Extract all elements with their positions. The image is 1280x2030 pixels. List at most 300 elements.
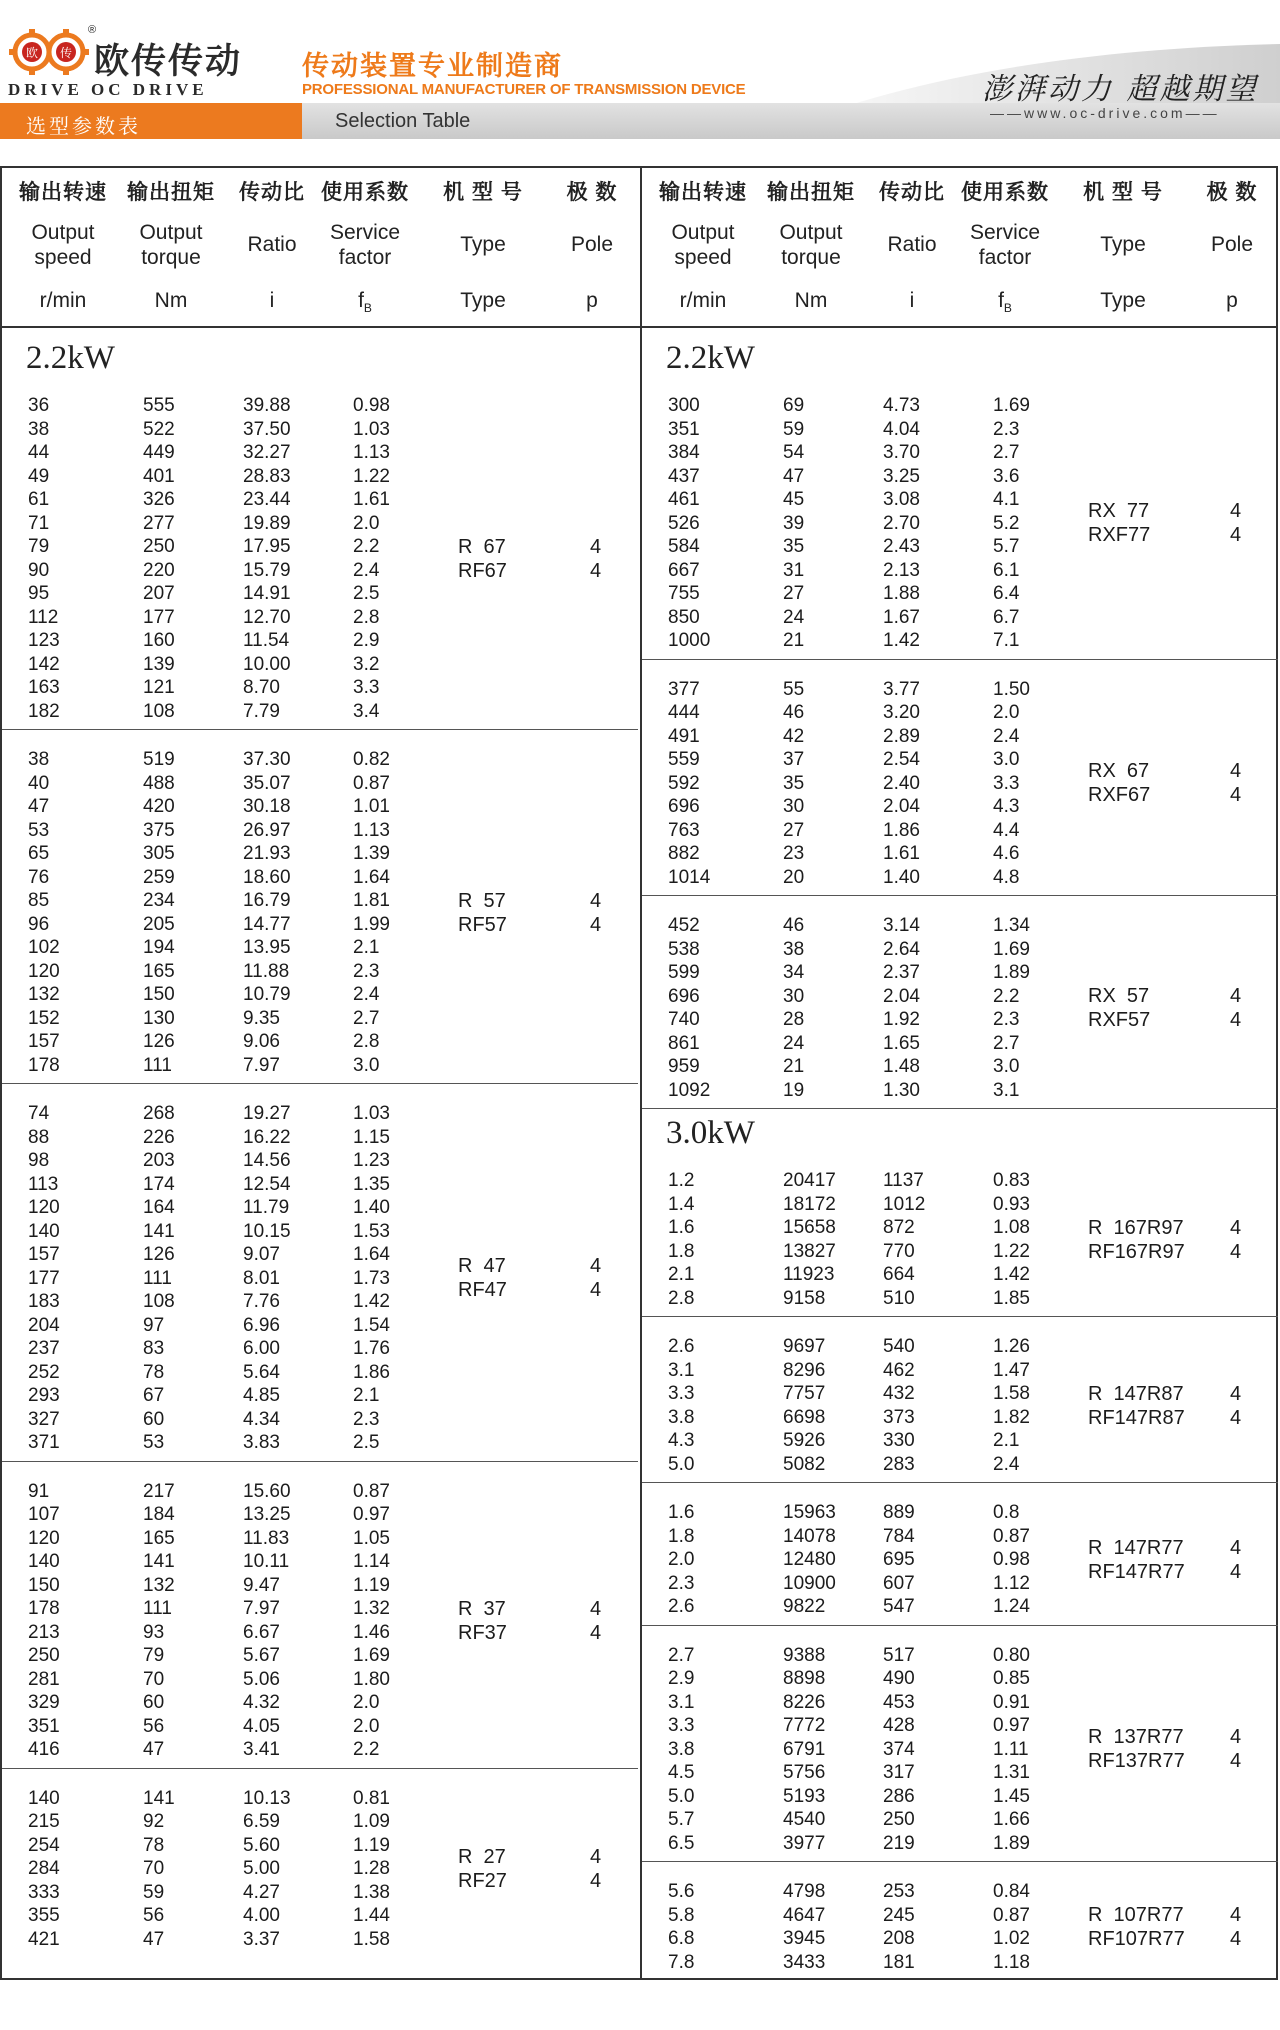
header-en-2: Ratio [247,233,297,256]
cell-value: 60 [143,1692,165,1713]
cell-value: 0.83 [993,1170,1030,1191]
cell-value: 1092 [668,1079,711,1101]
cell-value: 112 [28,606,59,628]
cell-value: 872 [883,1217,915,1238]
cell-value: 120 [28,960,60,982]
cell-value: 7.76 [243,1291,280,1312]
cell-value: 21 [783,1056,805,1077]
cell-value: 21.93 [243,843,291,864]
cell-value: 208 [883,1928,915,1949]
cell-value: 1.09 [353,1811,390,1832]
cell-value: 4.8 [993,866,1020,888]
pole-count: 4 [1230,1928,1242,1950]
tab-title-cn: 选型参数表 [26,116,141,138]
cell-value: 5.06 [243,1668,280,1690]
cell-value: 15.79 [243,559,291,581]
cell-value: 10.15 [243,1220,291,1242]
power-heading: 3.0kW [666,1115,755,1151]
cell-value: 3.8 [668,1406,695,1428]
cell-value: 30 [783,796,805,817]
header-unit-3: $f_B$ [998,289,1012,316]
header-en-4: Type [1100,233,1146,256]
model-type: R 137R77 [1088,1726,1184,1749]
pole-count: 4 [1230,1750,1242,1773]
cell-value: 6.59 [243,1811,280,1832]
cell-value: 5.67 [243,1645,280,1666]
cell-value: 592 [668,772,700,794]
header-unit-5: p [586,289,598,312]
cell-value: 9697 [783,1336,826,1357]
cell-value: 1.46 [353,1621,390,1643]
cell-value: 449 [143,442,175,463]
cell-value: 120 [28,1197,60,1218]
cell-value: 184 [143,1504,175,1525]
group-separator [2,1083,638,1084]
cell-value: 23 [783,843,805,864]
pole-count: 4 [1230,1536,1242,1559]
cell-value: 1.38 [353,1881,390,1903]
cell-value: 141 [143,1787,175,1809]
cell-value: 2.3 [993,418,1020,440]
cell-value: 371 [28,1432,60,1453]
cell-value: 79 [28,536,50,557]
column-divider [640,166,642,1980]
tab-title-en: Selection Table [335,110,471,132]
brand-logo [8,26,308,102]
top-banner [0,0,1280,140]
cell-value: 1.42 [353,1291,390,1312]
cell-value: 1.35 [353,1173,390,1195]
cell-value: 522 [143,418,175,440]
cell-value: 1.86 [353,1361,390,1383]
header-en-1: torque [141,246,201,269]
header-en-2: Ratio [887,233,937,256]
cell-value: 1.8 [668,1240,695,1262]
cell-value: 1.88 [883,583,920,604]
cell-value: 205 [143,913,175,935]
cell-value: 98 [28,1150,50,1171]
power-heading: 2.2kW [26,340,115,376]
cell-value: 0.87 [993,1525,1030,1547]
cell-value: 123 [28,630,60,651]
header-unit-0: r/min [39,289,87,312]
cell-value: 2.2 [993,985,1020,1007]
cell-value: 9.47 [243,1574,280,1596]
cell-value: 74 [28,1103,50,1124]
cell-value: 547 [883,1596,915,1617]
group-separator [642,1316,1278,1317]
group-separator [642,659,1278,660]
cell-value: 696 [668,985,700,1007]
subscript-b: B [1003,301,1012,316]
cell-value: 132 [143,1574,175,1596]
cell-value: 4.3 [993,796,1020,817]
cell-value: 4.27 [243,1881,280,1903]
cell-value: 2.54 [883,749,920,770]
cell-value: 7.97 [243,1054,280,1076]
pole-count: 4 [1230,1216,1242,1239]
cell-value: 784 [883,1525,915,1547]
cell-value: 3945 [783,1928,826,1949]
model-type: RF147R87 [1088,1406,1185,1429]
cell-value: 305 [143,843,175,864]
header-en-3: factor [978,246,1032,269]
badge-text-left: 欧 [25,46,39,60]
cell-value: 152 [28,1007,60,1029]
cell-value: 35 [783,772,805,794]
cell-value: 46 [783,915,805,936]
cell-value: 9822 [783,1596,826,1617]
cell-value: 667 [668,559,700,581]
cell-value: 1.01 [353,796,390,817]
cell-value: 6.67 [243,1621,280,1643]
cell-value: 182 [28,700,60,722]
pole-count: 4 [1230,1406,1242,1429]
cell-value: 1.67 [883,606,920,628]
cell-value: 3.1 [668,1359,695,1381]
cell-value: 559 [668,749,700,770]
cell-value: 1.47 [993,1359,1030,1381]
cell-value: 4.4 [993,819,1020,841]
pole-count: 4 [1230,500,1242,523]
model-type: RXF57 [1088,1009,1151,1031]
cell-value: 1.80 [353,1668,390,1690]
cell-value: 1.13 [353,442,390,463]
cell-value: 45 [783,489,805,510]
cell-value: 3.8 [668,1738,695,1760]
cell-value: 91 [28,1480,50,1502]
cell-value: 2.0 [353,1692,380,1713]
model-type: RF27 [458,1869,507,1892]
cell-value: 0.98 [993,1549,1030,1570]
cell-value: 491 [668,725,700,747]
cell-value: 1.69 [993,938,1030,960]
cell-value: 959 [668,1056,700,1077]
cell-value: 327 [28,1408,60,1430]
cell-value: 47 [783,465,805,487]
cell-value: 1.82 [993,1406,1030,1428]
cell-value: 6.5 [668,1832,695,1854]
cell-value: 163 [28,677,60,698]
cell-value: 755 [668,583,700,604]
cell-value: 27 [783,583,805,604]
cell-value: 2.0 [353,512,380,534]
cell-value: 1.45 [993,1785,1030,1807]
cell-value: 1.73 [353,1267,390,1289]
cell-value: 5.2 [993,512,1020,534]
cell-value: 31 [783,559,805,581]
cell-value: 283 [883,1453,915,1475]
pole-count: 4 [590,1845,602,1868]
cell-value: 1.40 [353,1197,390,1218]
cell-value: 78 [143,1361,165,1383]
cell-value: 333 [28,1881,60,1903]
pole-count: 4 [590,1255,602,1278]
badge-text-right: 传 [59,46,73,60]
cell-value: 1.11 [993,1738,1029,1760]
brand-name-cn: 欧传传动 [94,42,243,81]
header-en-1: Output [139,221,203,244]
cell-value: 2.7 [993,442,1020,463]
cell-value: 0.97 [993,1715,1030,1736]
cell-value: 1.23 [353,1150,390,1171]
cell-value: 4540 [783,1809,826,1830]
cell-value: 111 [143,1598,172,1619]
cell-value: 1.65 [883,1032,920,1054]
cell-value: 132 [28,984,60,1005]
cell-value: 2.3 [353,960,380,982]
pole-count: 4 [1230,1240,1242,1263]
cell-value: 0.91 [993,1691,1030,1713]
cell-value: 23.44 [243,489,291,510]
cell-value: 56 [143,1715,165,1737]
header-cn-4: 机 型 号 [443,181,523,204]
cell-value: 37.30 [243,749,291,770]
cell-value: 9388 [783,1644,826,1666]
cell-value: 2.1 [668,1264,695,1285]
cell-value: 416 [28,1739,60,1760]
cell-value: 3.08 [883,489,920,510]
cell-value: 1014 [668,866,711,888]
cell-value: 220 [143,559,175,581]
cell-value: 19.89 [243,512,291,534]
cell-value: 11.88 [243,960,290,982]
power-heading: 2.2kW [666,340,755,376]
cell-value: 461 [668,489,700,510]
cell-value: 4.3 [668,1430,695,1451]
cell-value: 0.82 [353,749,390,770]
registered-mark: ® [88,24,97,36]
cell-value: 1.61 [353,489,390,510]
cell-value: 2.4 [353,984,380,1005]
pole-count: 4 [1230,1009,1242,1031]
cell-value: 2.3 [668,1572,695,1594]
cell-value: 226 [143,1126,175,1148]
cell-value: 375 [143,819,175,841]
cell-value: 1.44 [353,1905,390,1926]
cell-value: 120 [28,1527,60,1549]
cell-value: 1.15 [353,1126,390,1148]
cell-value: 538 [668,938,700,960]
cell-value: 861 [668,1032,700,1054]
cell-value: 93 [143,1621,165,1643]
cell-value: 374 [883,1738,915,1760]
cell-value: 1.64 [353,1244,390,1265]
slogan-en: PROFESSIONAL MANUFACTURER OF TRANSMISSION DEVICE [302,81,746,98]
cell-value: 15963 [783,1502,836,1523]
cell-value: 32.27 [243,442,291,463]
cell-value: 108 [143,700,175,722]
cell-value: 78 [143,1834,165,1856]
cell-value: 10.13 [243,1787,291,1809]
group-separator [642,895,1278,896]
header-en-3: Service [969,221,1041,244]
header-unit-1: Nm [154,289,188,312]
cell-value: 607 [883,1572,915,1594]
cell-value: 3.20 [883,702,920,723]
cell-value: 326 [143,489,175,510]
header-unit-4: Type [460,289,506,312]
cell-value: 526 [668,512,700,534]
cell-value: 165 [143,960,175,982]
cell-value: 770 [883,1240,915,1262]
cell-value: 0.87 [353,1480,390,1502]
cell-value: 5.64 [243,1361,280,1383]
header-unit-0: r/min [679,289,727,312]
pole-count: 4 [1230,985,1242,1007]
cell-value: 1.89 [993,1832,1030,1854]
cell-value: 1.76 [353,1338,390,1359]
cell-value: 1.02 [993,1928,1030,1949]
cell-value: 351 [668,418,700,440]
cell-value: 70 [143,1668,165,1690]
cell-value: 8.70 [243,677,280,698]
cell-value: 126 [143,1031,175,1052]
cell-value: 1.34 [993,915,1030,936]
cell-value: 6.1 [993,559,1020,581]
cell-value: 490 [883,1668,915,1689]
cell-value: 1.19 [353,1574,390,1596]
cell-value: 9158 [783,1287,826,1309]
cell-value: 3.37 [243,1928,280,1950]
cell-value: 4.05 [243,1715,280,1737]
cell-value: 11.79 [243,1197,290,1218]
cell-value: 3.41 [243,1739,280,1760]
cell-value: 38 [28,418,50,440]
model-type: RXF77 [1088,524,1151,547]
cell-value: 165 [143,1527,175,1549]
cell-value: 69 [783,395,805,416]
cell-value: 47 [143,1739,165,1760]
cell-value: 108 [143,1291,175,1312]
cell-value: 2.0 [993,702,1020,723]
cell-value: 3.25 [883,465,920,487]
cell-value: 54 [783,442,805,463]
cell-value: 12.54 [243,1173,291,1195]
cell-value: 1.53 [353,1220,390,1242]
cell-value: 234 [143,890,175,911]
header-en-0: speed [674,246,732,269]
cell-value: 11.83 [243,1527,290,1549]
cell-value: 250 [143,536,175,557]
model-type: R 47 [458,1255,506,1278]
cell-value: 181 [883,1951,915,1973]
cell-value: 253 [883,1881,915,1902]
cell-value: 0.84 [993,1881,1030,1902]
cell-value: 34 [783,962,805,983]
cell-value: 53 [143,1432,165,1453]
cell-value: 300 [668,395,700,416]
cell-value: 1.31 [993,1762,1030,1783]
pole-count: 4 [590,559,602,582]
cell-value: 8296 [783,1359,826,1381]
cell-value: 4.73 [883,395,920,416]
cell-value: 330 [883,1430,915,1451]
cell-value: 194 [143,937,175,958]
cell-value: 850 [668,606,700,628]
cell-value: 268 [143,1103,175,1124]
cell-value: 7.8 [668,1951,695,1973]
cell-value: 2.4 [353,559,380,581]
cell-value: 141 [143,1220,175,1242]
cell-value: 28 [783,1009,805,1030]
cell-value: 763 [668,819,700,841]
cell-value: 1.08 [993,1217,1030,1238]
pole-count: 4 [590,913,602,936]
cell-value: 4.32 [243,1692,280,1713]
cell-value: 2.7 [668,1644,695,1666]
cell-value: 126 [143,1244,175,1265]
cell-value: 38 [783,938,805,960]
cell-value: 1.69 [993,395,1030,416]
cell-value: 40 [28,772,50,794]
header-en-0: Output [671,221,735,244]
cell-value: 6.7 [993,606,1020,628]
cell-value: 7772 [783,1715,826,1736]
cell-value: 6791 [783,1738,826,1760]
header-unit-5: p [1226,289,1238,312]
cell-value: 6698 [783,1406,826,1428]
cell-value: 92 [143,1811,165,1832]
cell-value: 2.2 [353,1739,380,1760]
cell-value: 695 [883,1549,915,1570]
group-separator [642,1861,1278,1862]
cell-value: 1.50 [993,678,1030,700]
header-cn-1: 输出扭矩 [127,181,215,204]
cell-value: 61 [28,489,50,510]
cell-value: 1.61 [883,843,920,864]
cell-value: 10.11 [243,1551,290,1572]
cell-value: 37 [783,749,805,770]
model-type: R 167R97 [1088,1216,1184,1239]
cell-value: 8898 [783,1668,826,1689]
cell-value: 85 [28,890,50,911]
cell-value: 0.8 [993,1502,1020,1523]
cell-value: 1.6 [668,1502,695,1523]
pole-count: 4 [1230,1904,1242,1926]
cell-value: 2.7 [353,1007,380,1029]
cell-value: 28.83 [243,465,291,487]
cell-value: 16.79 [243,890,291,911]
cell-value: 140 [28,1220,60,1242]
cell-value: 1.86 [883,819,920,841]
cell-value: 4.00 [243,1905,280,1926]
cell-value: 79 [143,1645,165,1666]
cell-value: 2.13 [883,559,920,581]
cell-value: 35.07 [243,772,291,794]
cell-value: 24 [783,606,805,628]
cell-value: 5926 [783,1430,826,1451]
cell-value: 2.3 [993,1009,1020,1030]
cell-value: 0.97 [353,1504,390,1525]
cell-value: 1.85 [993,1287,1030,1309]
cell-value: 213 [28,1621,60,1643]
cell-value: 140 [28,1787,60,1809]
cell-value: 15.60 [243,1480,291,1502]
pole-count: 4 [1230,1726,1242,1749]
cell-value: 4.6 [993,843,1020,864]
cell-value: 432 [883,1383,915,1404]
cell-value: 15658 [783,1217,836,1238]
cell-value: 21 [783,630,805,651]
pole-count: 4 [590,1869,602,1892]
cell-value: 1137 [883,1170,924,1191]
selection-table [0,166,1278,1980]
cell-value: 5.0 [668,1453,695,1475]
cell-value: 3.0 [993,749,1020,770]
cell-value: 30 [783,985,805,1007]
cell-value: 35 [783,536,805,557]
